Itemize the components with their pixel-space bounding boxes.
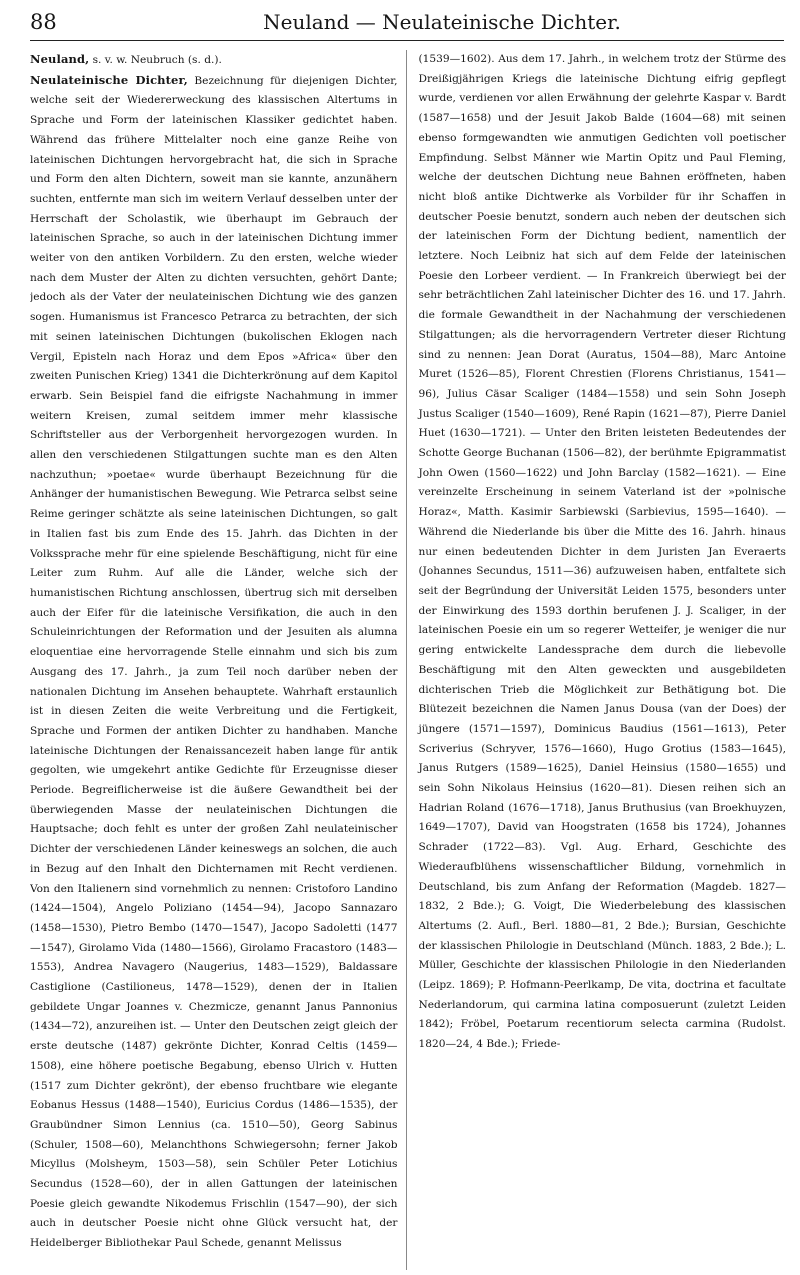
entry-neuland <box>30 50 398 71</box>
entry-neulateinische-dichter <box>30 71 398 1254</box>
column-left <box>30 50 407 1270</box>
entry-continuation <box>419 50 787 1055</box>
entry-text-continued: (1539—1602). Aus dem 17. Jahrh., in welchem trotz der Stürme des Dreißigjährigen Kriegs die lateinische Dichtung eifrig gepflegt wurde, verdienen vor allen Erwähnung der gelehrte Kaspar v. Bardt (1587—1658) und der Jesuit Jakob Balde (1604—68) mit seinen ebenso formgewandten wie anmutigen Gedichten voll poetischer Empfindung. Selbst Männer wie Martin Opitz und Paul Fleming, welche der deutschen Dichtung neue Bahnen eröffneten, haben nicht bloß antike Dichtwerke als Vorbilder für ihr Schaffen in deutscher Poesie benutzt, sondern auch neben der deutschen sich der lateinischen Form der Dichtung bedient, namentlich der letztere. Noch Leibniz hat sich auf dem Felde der lateinischen Poesie den Lorbeer verdient. — In Frankreich überwiegt bei der sehr beträchtlichen Zahl lateinischer Dichter des 16. und 17. Jahrh. die formale Gewandtheit in der Nachahmung der verschiedenen Stilgattungen; als die hervorragendern Vertreter dieser Richtung sind zu nennen: Jean Dorat (Auratus, 1504—88), Marc Antoine Muret (1526—85), Florent Chrestien (Florens Christianus, 1541—96), Julius Cäsar Scaliger (1484—1558) und sein Sohn Joseph Justus Scaliger (1540—1609), René Rapin (1621—87), Pierre Daniel Huet (1630—1721). — Unter den Briten leisteten Bedeutendes der Schotte George Buchanan (1506—82), der berühmte Epigrammatist John Owen (1560—1622) und John Barclay (1582—1621). — Eine vereinzelte Erscheinung in seinem Vaterland ist der »polnische Horaz«, Matth. Kasimir Sarbiewski (Sarbievius, 1595—1640). — Während die Niederlande bis über die Mitte des 16. Jahrh. hinaus nur einen bedeutenden Dichter in dem Juristen Jan Everaerts (Johannes Secundus, 1511—36) aufzuweisen haben, entfaltete sich seit der Begründung der Universität Leiden 1575, besonders unter der Einwirkung des 1593 dorthin berufenen J. J. Scaliger, in der lateinischen Poesie ein um so regerer Wetteifer, je weniger die nur gering entwickelte Landessprache dem durch die liebevolle Beschäftigung mit den Alten geweckten und ausgebildeten dichterischen Trieb die Möglichkeit zur Bethätigung bot. Die Blütezeit bezeichnen die Namen Janus Dousa (van der Does) der jüngere (1571—1597), Dominicus Baudius (1561—1613), Peter Scriverius (Schryver, 1576—1660), Hugo Grotius (1583—1645), Janus Rutgers (1589—1625), Daniel Heinsius (1580—1655) und sein Sohn Nikolaus Heinsius (1620—81). Diesen reihen sich an Hadrian Roland (1676—1718), Janus Bruthusius (van Broekhuyzen, 1649—1707), David van Hoogstraten (1658 bis 1724), Johannes Schrader (1722—83). Vgl. Aug. Erhard, Geschichte des Wiederaufblühens wissenschaftlicher Bildung, vornehmlich in Deutschland, bis zum Anfang der Reformation (Magdeb. 1827—1832, 2 Bde.); G. Voigt, Die Wiederbelebung des klassischen Altertums (2. Aufl., Berl. 1880—81, 2 Bde.); Bursian, Geschichte der klassischen Philologie in Deutschland (Münch. 1883, 2 Bde.); L. Müller, Geschichte der klassischen Philologie in den Niederlanden (Leipz. 1869); P. Hofmann-Peerlkamp, De vita, doctrina et facultate Nederlandorum, qui carmina latina composuerunt (zuletzt Leiden 1842); Fröbel, Poetarum recentiorum selecta carmina (Rudolst. 1820—24, 4 Bde.); Friede- <box>418 53 786 1051</box>
page-number: 88 <box>30 10 57 34</box>
column-right <box>417 50 787 1270</box>
running-title: Neuland — Neulateinische Dichter. <box>263 10 621 34</box>
two-column-body <box>30 50 786 1270</box>
entry-text: Bezeichnung für diejenigen Dichter, welche seit der Wiedererweckung des klassischen Altertums in Sprache und Form der lateinischen Klassiker gedichtet haben. Während das frühere Mittelalter noch eine ganze Reihe von lateinischen Dichtungen hervorgebracht hat, die sich in Sprache und Form den alten Dichtern, soweit man sie kannte, anzunähern suchten, entfernte man sich im weitern Verlauf desselben unter der Herrschaft der Scholastik, wie überhaupt im Gebrauch der lateinischen Sprache, so auch in der lateinischen Dichtung immer weiter von den antiken Vorbildern. Zu den ersten, welche wieder nach dem Muster der Alten zu dichten versuchten, gehört Dante; jedoch als der Vater der neulateinischen Dichtung wie des ganzen sogen. Humanismus ist Francesco Petrarca zu betrachten, der sich mit seinen lateinischen Dichtungen (bukolischen Eklogen nach Vergil, Episteln nach Horaz und dem Epos »Africa« über den zweiten Punischen Krieg) 1341 die Dichterkrönung auf dem Kapitol erwarb. Sein Beispiel fand die eifrigste Nachahmung in immer weitern Kreisen, zumal seitdem immer mehr klassische Schriftsteller aus der Verborgenheit hervorgezogen wurden. In allen den verschiedenen Stilgattungen suchte man es den Alten nachzuthun; »poetae« wurde überhaupt Bezeichnung für die Anhänger der humanistischen Bewegung. Wie Petrarca selbst seine Reime geringer schätzte als seine lateinischen Dichtungen, so galt in Italien fast bis zum Ende des 15. Jahrh. das Dichten in der Volkssprache mehr für eine spielende Beschäftigung, nicht für eine Leiter zum Ruhm. Auf alle die Länder, welche sich der humanistischen Richtung anschlossen, übertrug sich mit derselben auch der Eifer für die lateinische Versifikation, die auch in den Schuleinrichtungen der Reformation und der Jesuiten als alumna eloquentiae eine hervorragende Stelle einnahm und sich bis zum Ausgang des 17. Jahrh., ja zum Teil noch darüber neben der nationalen Dichtung im Ansehen behauptete. Wahrhaft erstaunlich ist in diesen Zeiten die weite Verbreitung und die Fertigkeit, Sprache und Formen der antiken Dichter zu handhaben. Manche lateinische Dichtungen der Renaissancezeit haben lange für antik gegolten, wie umgekehrt antike Gedichte für Erzeugnisse dieser Periode. Begreiflicherweise ist die äußere Gewandtheit bei der überwiegenden Masse der neulateinischen Dichtungen die Hauptsache; doch fehlt es unter der großen Zahl neulateinischer Dichter der verschiedenen Länder keineswegs an solchen, die auch in Bezug auf den Inhalt den Dichternamen mit Recht verdienen. Von den Italienern sind vornehmlich zu nennen: Cristoforo Landino (1424—1504), Angelo Poliziano (1454—94), Jacopo Sannazaro (1458—1530), Pietro Bembo (1470—1547), Jacopo Sadoletti (1477—1547), Girolamo Vida (1480—1566), Girolamo Fracastoro (1483—1553), Andrea Navagero (Naugerius, 1483—1529), Baldassare Castiglione (Castilioneus, 1478—1529), denen der in Italien gebildete Ungar Joannes v. Chezmicze, genannt Janus Pannonius (1434—72), anzureihen ist. — Unter den Deutschen zeigt gleich der erste deutsche (1487) gekrönte Dichter, Konrad Celtis (1459—1508), eine höhere poetische Begabung, ebenso Ulrich v. Hutten (1517 zum Dichter gekrönt), der ebenso fruchtbare wie elegante Eobanus Hessus (1488—1540), Euricius Cordus (1486—1535), der Graubündner Simon Lennius (ca. 1510—50), Georg Sabinus (Schuler, 1508—60), Melanchthons Schwiegersohn; ferner Jakob Micyllus (Molsheym, 1503—58), sein Schüler Peter Lotichius Secundus (1528—60), der in allen Gattungen der lateinischen Poesie gleich gewandte Nikodemus Frischlin (1547—90), der sich auch in deutscher Poesie nicht ohne Glück versucht hat, der Heidelberger Bibliothekar Paul Schede, genannt Melissus <box>30 74 398 1250</box>
entry-text: s. v. w. Neubruch (s. d.). <box>89 54 222 66</box>
headword: Neuland, <box>30 52 90 66</box>
headword: Neulateinische Dichter, <box>30 72 188 87</box>
page-header <box>30 0 784 41</box>
